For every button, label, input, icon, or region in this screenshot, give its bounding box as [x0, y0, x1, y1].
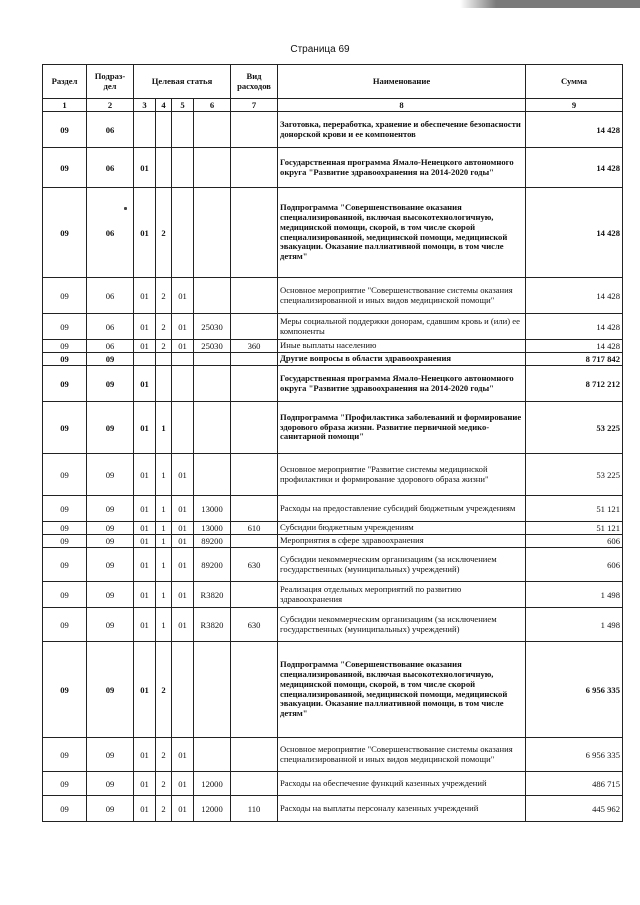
cell-name: Основное мероприятие "Совершенствование системы оказания специализированной и иных видов медицинской помощи" — [278, 278, 526, 314]
cell-program: 01 — [134, 188, 156, 278]
cell-direction: 25030 — [194, 340, 231, 353]
cell-direction — [194, 112, 231, 148]
cell-podrazdel: 09 — [87, 353, 134, 366]
cell-direction: 13000 — [194, 522, 231, 535]
cell-podrazdel: 09 — [87, 738, 134, 772]
cell-sum: 53 225 — [526, 454, 623, 496]
cell-program: 01 — [134, 366, 156, 402]
table-row — [43, 340, 623, 353]
cell-name: Субсидии некоммерческим организациям (за исключением государственных (муниципальных) учреждений) — [278, 608, 526, 642]
col-number: 5 — [172, 99, 194, 112]
cell-direction — [194, 353, 231, 366]
table-row — [43, 148, 623, 188]
cell-name: Подпрограмма "Совершенствование оказания специализированной, включая высокотехнологичную, медицинской помощи, скорой, в том числе скорой специализированной, медицинской помощи, медицинской эвакуации. Оказание паллиативной помощи, в том числе детям" — [278, 188, 526, 278]
cell-sum: 14 428 — [526, 278, 623, 314]
cell-name: Другие вопросы в области здравоохранения — [278, 353, 526, 366]
cell-activity: 01 — [172, 314, 194, 340]
cell-vid: 610 — [231, 522, 278, 535]
cell-razdel: 09 — [43, 548, 87, 582]
cell-subprogram: 1 — [156, 496, 172, 522]
table-row — [43, 535, 623, 548]
cell-sum: 14 428 — [526, 148, 623, 188]
cell-vid — [231, 772, 278, 796]
cell-vid — [231, 738, 278, 772]
cell-activity — [172, 188, 194, 278]
cell-subprogram: 2 — [156, 796, 172, 822]
table-row — [43, 366, 623, 402]
cell-sum: 51 121 — [526, 496, 623, 522]
cell-activity: 01 — [172, 522, 194, 535]
scan-edge-mark — [460, 0, 640, 8]
cell-program: 01 — [134, 402, 156, 454]
cell-program: 01 — [134, 148, 156, 188]
cell-program: 01 — [134, 454, 156, 496]
cell-vid — [231, 314, 278, 340]
cell-activity: 01 — [172, 278, 194, 314]
cell-direction — [194, 402, 231, 454]
table-row — [43, 642, 623, 738]
cell-razdel: 09 — [43, 366, 87, 402]
cell-activity: 01 — [172, 548, 194, 582]
cell-podrazdel: 09 — [87, 642, 134, 738]
cell-activity: 01 — [172, 608, 194, 642]
cell-subprogram: 1 — [156, 454, 172, 496]
header-name: Наименование — [278, 65, 526, 99]
cell-razdel: 09 — [43, 582, 87, 608]
cell-podrazdel: 09 — [87, 496, 134, 522]
table-row — [43, 278, 623, 314]
cell-vid — [231, 496, 278, 522]
cell-subprogram — [156, 112, 172, 148]
cell-name: Расходы на выплаты персоналу казенных учреждений — [278, 796, 526, 822]
cell-program: 01 — [134, 340, 156, 353]
cell-vid — [231, 454, 278, 496]
cell-program — [134, 353, 156, 366]
table-row — [43, 548, 623, 582]
cell-razdel: 09 — [43, 454, 87, 496]
table-row — [43, 188, 623, 278]
cell-subprogram — [156, 148, 172, 188]
cell-vid — [231, 535, 278, 548]
cell-activity — [172, 402, 194, 454]
table-row — [43, 314, 623, 340]
cell-razdel: 09 — [43, 402, 87, 454]
cell-sum: 14 428 — [526, 314, 623, 340]
cell-program: 01 — [134, 582, 156, 608]
cell-subprogram: 1 — [156, 522, 172, 535]
cell-subprogram: 2 — [156, 642, 172, 738]
cell-activity — [172, 112, 194, 148]
cell-podrazdel: 09 — [87, 548, 134, 582]
cell-razdel: 09 — [43, 314, 87, 340]
cell-podrazdel: 09 — [87, 366, 134, 402]
cell-podrazdel: 06 — [87, 278, 134, 314]
col-number: 9 — [526, 99, 623, 112]
col-number: 1 — [43, 99, 87, 112]
cell-program: 01 — [134, 796, 156, 822]
cell-program: 01 — [134, 278, 156, 314]
cell-razdel: 09 — [43, 772, 87, 796]
cell-subprogram: 1 — [156, 535, 172, 548]
cell-sum: 606 — [526, 548, 623, 582]
cell-program: 01 — [134, 535, 156, 548]
cell-razdel: 09 — [43, 796, 87, 822]
cell-subprogram: 2 — [156, 278, 172, 314]
cell-program: 01 — [134, 608, 156, 642]
table-row — [43, 402, 623, 454]
cell-vid: 360 — [231, 340, 278, 353]
cell-vid: 110 — [231, 796, 278, 822]
cell-podrazdel: 09 — [87, 772, 134, 796]
cell-sum: 14 428 — [526, 188, 623, 278]
cell-direction — [194, 278, 231, 314]
cell-vid: 630 — [231, 608, 278, 642]
cell-direction — [194, 642, 231, 738]
cell-vid — [231, 353, 278, 366]
cell-name: Основное мероприятие "Совершенствование системы оказания специализированной и иных видов медицинской помощи" — [278, 738, 526, 772]
cell-razdel: 09 — [43, 148, 87, 188]
table-row — [43, 608, 623, 642]
cell-activity: 01 — [172, 340, 194, 353]
cell-program: 01 — [134, 642, 156, 738]
cell-sum: 53 225 — [526, 402, 623, 454]
cell-name: Субсидии бюджетным учреждениям — [278, 522, 526, 535]
cell-activity: 01 — [172, 738, 194, 772]
cell-activity — [172, 366, 194, 402]
cell-program: 01 — [134, 772, 156, 796]
cell-podrazdel: 09 — [87, 454, 134, 496]
table-body — [43, 112, 623, 822]
cell-podrazdel: 09 — [87, 796, 134, 822]
cell-sum: 445 962 — [526, 796, 623, 822]
cell-program: 01 — [134, 314, 156, 340]
table-row — [43, 582, 623, 608]
cell-direction — [194, 366, 231, 402]
cell-podrazdel: 06 — [87, 340, 134, 353]
header-summa: Сумма — [526, 65, 623, 99]
cell-sum: 8 712 212 — [526, 366, 623, 402]
cell-vid — [231, 278, 278, 314]
cell-name: Подпрограмма "Профилактика заболеваний и формирование здорового образа жизни. Развитие первичной медико-санитарной помощи" — [278, 402, 526, 454]
cell-podrazdel: 06 — [87, 188, 134, 278]
cell-name: Государственная программа Ямало-Ненецкого автономного округа "Развитие здравоохранения на 2014-2020 годы" — [278, 148, 526, 188]
cell-direction: 25030 — [194, 314, 231, 340]
cell-name: Меры социальной поддержки донорам, сдавшим кровь и (или) ее компоненты — [278, 314, 526, 340]
cell-subprogram: 1 — [156, 548, 172, 582]
cell-direction: 89200 — [194, 535, 231, 548]
cell-name: Субсидии некоммерческим организациям (за исключением государственных (муниципальных) учреждений) — [278, 548, 526, 582]
cell-name: Иные выплаты населению — [278, 340, 526, 353]
cell-vid — [231, 582, 278, 608]
cell-sum: 8 717 842 — [526, 353, 623, 366]
cell-razdel: 09 — [43, 340, 87, 353]
cell-sum: 486 715 — [526, 772, 623, 796]
table-row — [43, 496, 623, 522]
cell-sum: 6 956 335 — [526, 642, 623, 738]
cell-activity — [172, 353, 194, 366]
cell-activity — [172, 148, 194, 188]
cell-subprogram — [156, 353, 172, 366]
cell-subprogram: 2 — [156, 188, 172, 278]
table-row — [43, 353, 623, 366]
cell-subprogram: 2 — [156, 738, 172, 772]
cell-program: 01 — [134, 496, 156, 522]
cell-vid — [231, 366, 278, 402]
cell-razdel: 09 — [43, 496, 87, 522]
cell-direction: 89200 — [194, 548, 231, 582]
cell-razdel: 09 — [43, 535, 87, 548]
cell-podrazdel: 09 — [87, 402, 134, 454]
cell-subprogram: 2 — [156, 340, 172, 353]
cell-activity: 01 — [172, 796, 194, 822]
cell-activity: 01 — [172, 582, 194, 608]
header-tselevaya: Целевая статья — [134, 65, 231, 99]
cell-direction: R3820 — [194, 608, 231, 642]
cell-name: Реализация отдельных мероприятий по развитию здравоохранения — [278, 582, 526, 608]
cell-subprogram: 1 — [156, 608, 172, 642]
header-podrazdel: Подраз-дел — [87, 65, 134, 99]
cell-name: Основное мероприятие "Развитие системы медицинской профилактики и формирование здорового образа жизни" — [278, 454, 526, 496]
col-number: 3 — [134, 99, 156, 112]
cell-direction: 12000 — [194, 772, 231, 796]
cell-podrazdel: 06 — [87, 112, 134, 148]
table-row — [43, 796, 623, 822]
cell-razdel: 09 — [43, 738, 87, 772]
cell-subprogram: 2 — [156, 772, 172, 796]
cell-subprogram: 2 — [156, 314, 172, 340]
col-number: 7 — [231, 99, 278, 112]
cell-razdel: 09 — [43, 522, 87, 535]
cell-vid — [231, 148, 278, 188]
cell-razdel: 09 — [43, 278, 87, 314]
cell-podrazdel: 09 — [87, 608, 134, 642]
col-number: 4 — [156, 99, 172, 112]
table-row — [43, 454, 623, 496]
cell-activity: 01 — [172, 454, 194, 496]
cell-sum: 606 — [526, 535, 623, 548]
cell-razdel: 09 — [43, 608, 87, 642]
cell-razdel: 09 — [43, 353, 87, 366]
cell-sum: 14 428 — [526, 340, 623, 353]
col-number: 6 — [194, 99, 231, 112]
cell-program — [134, 112, 156, 148]
cell-direction — [194, 188, 231, 278]
cell-sum: 1 498 — [526, 608, 623, 642]
cell-program: 01 — [134, 548, 156, 582]
cell-name: Заготовка, переработка, хранение и обеспечение безопасности донорской крови и ее компонентов — [278, 112, 526, 148]
table-row — [43, 522, 623, 535]
cell-activity: 01 — [172, 535, 194, 548]
cell-vid — [231, 642, 278, 738]
cell-vid: 630 — [231, 548, 278, 582]
cell-razdel: 09 — [43, 642, 87, 738]
cell-name: Расходы на предоставление субсидий бюджетным учреждениям — [278, 496, 526, 522]
header-razdel: Раздел — [43, 65, 87, 99]
cell-name: Подпрограмма "Совершенствование оказания специализированной, включая высокотехнологичную, медицинской помощи, скорой, в том числе скорой специализированной, медицинской помощи, медицинской эвакуации. Оказание паллиативной помощи, в том числе детям" — [278, 642, 526, 738]
cell-direction: 12000 — [194, 796, 231, 822]
cell-activity — [172, 642, 194, 738]
cell-activity: 01 — [172, 496, 194, 522]
cell-sum: 51 121 — [526, 522, 623, 535]
header-vid: Вид расходов — [231, 65, 278, 99]
cell-podrazdel: 06 — [87, 148, 134, 188]
table-row — [43, 772, 623, 796]
cell-podrazdel: 06 — [87, 314, 134, 340]
column-number-row — [43, 99, 623, 112]
table-row — [43, 738, 623, 772]
cell-razdel: 09 — [43, 112, 87, 148]
cell-sum: 6 956 335 — [526, 738, 623, 772]
cell-sum: 1 498 — [526, 582, 623, 608]
cell-vid — [231, 188, 278, 278]
cell-sum: 14 428 — [526, 112, 623, 148]
cell-vid — [231, 112, 278, 148]
cell-program: 01 — [134, 522, 156, 535]
cell-subprogram: 1 — [156, 402, 172, 454]
cell-vid — [231, 402, 278, 454]
cell-program: 01 — [134, 738, 156, 772]
cell-name: Мероприятия в сфере здравоохранения — [278, 535, 526, 548]
cell-direction — [194, 738, 231, 772]
cell-activity: 01 — [172, 772, 194, 796]
cell-name: Государственная программа Ямало-Ненецкого автономного округа "Развитие здравоохранения на 2014-2020 годы" — [278, 366, 526, 402]
cell-podrazdel: 09 — [87, 582, 134, 608]
budget-table — [42, 64, 623, 822]
cell-subprogram — [156, 366, 172, 402]
col-number: 8 — [278, 99, 526, 112]
cell-podrazdel: 09 — [87, 535, 134, 548]
cell-name: Расходы на обеспечение функций казенных учреждений — [278, 772, 526, 796]
col-number: 2 — [87, 99, 134, 112]
cell-podrazdel: 09 — [87, 522, 134, 535]
cell-razdel: 09 — [43, 188, 87, 278]
cell-direction: 13000 — [194, 496, 231, 522]
cell-direction — [194, 148, 231, 188]
cell-direction — [194, 454, 231, 496]
page-label: Страница 69 — [290, 44, 350, 55]
cell-subprogram: 1 — [156, 582, 172, 608]
table-row — [43, 112, 623, 148]
cell-direction: R3820 — [194, 582, 231, 608]
